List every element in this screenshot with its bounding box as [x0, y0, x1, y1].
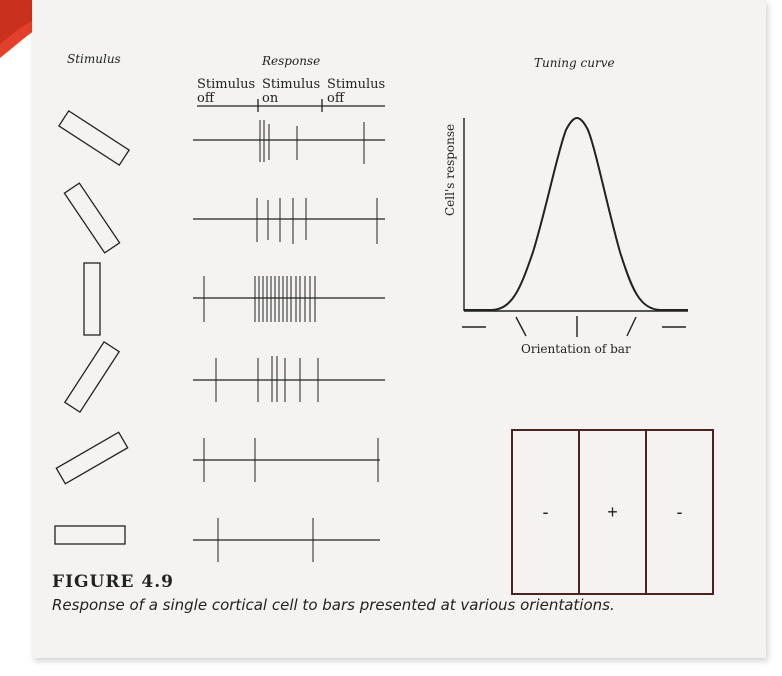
tuning-curve-line: [464, 118, 688, 310]
tuning-curve-plot: [462, 118, 688, 337]
spike-marks: [204, 120, 378, 562]
orientation-tick-2: [516, 317, 526, 336]
figure-caption: Response of a single cortical cell to bars presented at various orientations.: [52, 596, 615, 614]
stimulus-bar-6: [55, 526, 125, 544]
rf-inhibitory-right: -: [676, 501, 683, 522]
stimulus-bar-2: [64, 183, 119, 253]
stimulus-bar-1: [59, 111, 129, 165]
rf-inhibitory-left: -: [542, 501, 549, 522]
orientation-tick-4: [627, 317, 636, 336]
stimulus-header: Stimulus: [67, 52, 121, 66]
stimulus-on-label-a: Stimulus: [262, 77, 321, 92]
stimulus-bar-3: [84, 263, 100, 335]
receptive-field-box: [511, 429, 714, 595]
stimulus-bar-4: [65, 342, 119, 412]
response-header: Response: [262, 54, 321, 68]
tuning-ylabel: Cell's response: [443, 123, 457, 216]
stimulus-off-label-1a: Stimulus: [197, 77, 256, 92]
stimulus-bar-5: [56, 432, 127, 484]
rf-excitatory-center: +: [578, 431, 647, 593]
stimulus-on-label-b: on: [262, 91, 279, 106]
tuning-curve-header: Tuning curve: [534, 56, 615, 70]
tuning-xlabel: Orientation of bar: [521, 342, 631, 356]
stimulus-off-label-2a: Stimulus: [327, 77, 386, 92]
stimulus-off-label-2b: off: [327, 91, 345, 106]
figure-title: FIGURE 4.9: [52, 572, 174, 592]
stimulus-off-label-1b: off: [197, 91, 215, 106]
